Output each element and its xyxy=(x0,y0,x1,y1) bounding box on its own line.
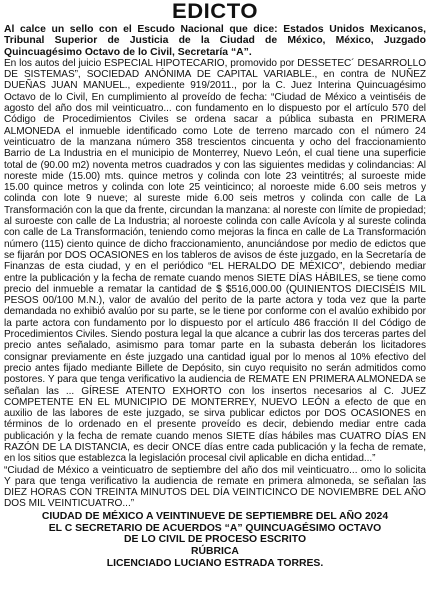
court-seal-paragraph: Al calce un sello con el Escudo Nacional que dice: Estados Unidos Mexicanos, Tribunal Superior de Justicia de la Ciudad de México, México, Juzgado Quincuagésimo Octavo de lo Civil, Secretaría “A”. xyxy=(4,24,426,58)
signature-date: CIUDAD DE MÉXICO A VEINTINUEVE DE SEPTIEMBRE DEL AÑO 2024 xyxy=(41,510,389,522)
signature-clerk-title: EL C SECRETARIO DE ACUERDOS “A” QUINCUAGÉSIMO OCTAVO xyxy=(48,522,382,534)
hearing-date-paragraph: “Ciudad de México a veinticuatro de septiembre del año dos mil veinticuatro... omo lo solicita Y para que tenga verificativo la audiencia de remate en primera almoneda, se señalan las DIEZ HORAS CON TREINTA MINUTOS DEL DÍA VEINTICINCO DE NOVIEMBRE DEL AÑO DOS MIL VEINTICUATRO...” xyxy=(4,464,426,510)
signature-rubrica: RÚBRICA xyxy=(191,546,239,558)
legal-notice xyxy=(4,1,426,596)
notice-title: EDICTO xyxy=(171,1,259,23)
signature-block xyxy=(4,511,426,570)
signature-name: LICENCIADO LUCIANO ESTRADA TORRES. xyxy=(106,557,324,569)
signature-court: DE LO CIVIL DE PROCESO ESCRITO xyxy=(123,534,307,546)
notice-body-paragraph: En los autos del juicio ESPECIAL HIPOTECARIO, promovido por DESSETEC´ DESARROLLO DE SISTEMAS”, SOCIEDAD ANÓNIMA DE CAPITAL VARIABLE., en contra de NUÑEZ DUEÑAS JUAN MANUEL., expediente 919/2011., por la C. Juez Interina Quincuagésimo Octavo de lo Civil, En cumplimiento al proveído de fecha: “Ciudad de México a veintiséis de agosto del año dos mil veinticuatro... con fundamento en lo dispuesto por el artículo 570 del Código de Procedimientos Civiles se ordena sacar a pública subasta en PRIMERA ALMONEDA el inmueble identificado como Lote de terreno marcado con el número 24 veinticuatro de la manzana número 358 trescientos cincuenta y ocho del fraccionamiento Barrio de La Industria en el municipio de Monterrey, Nuevo León, el cual tiene una superficie total de (90.00 m2) noventa metros cuadrados y con las siguientes medidas y colindancias: Al noreste mide (15.00) mts. quince metros y colinda con lote 23 veintitrés; al suroeste mide 15.00 quince metros y colinda con lote 25 veinticinco; al noroeste mide 6.00 seis metros y colinda con lote 9 nueve; al sureste mide 6.00 seis metros y colinda con calle de La Transformación con la que da frente, circundan la manzana: al noreste con límite de propiedad; al suroeste con calle de La Industria; al noroeste colinda con calle Avícola y al sureste colinda con calle de La Transformación, teniendo como mejoras la finca en calle de La Transformación número (115) ciento quince de dicho fraccionamiento, anunciándose por medio de edictos que se fijarán por DOS OCASIONES en los tableros de avisos de éste juzgado, en la Secretaría de Finanzas de esta ciudad, y en el periódico “EL HERALDO DE MÉXICO”, debiendo mediar entre la publicación y la fecha de remate cuando menos SIETE DÍAS HÁBILES, se tiene como precio del inmueble a rematar la cantidad de $ $516,000.00 (QUINIENTOS DIECISÉIS MIL PESOS 00/100 M.N.), valor de avalúo del perito de la parte actora y toda vez que la parte demandada no exhibió avalúo por su parte, se le tiene por conforme con el avalúo exhibido por la parte actora con fundamento por lo dispuesto por el artículo 486 fracción II del Código de Procedimientos Civiles. Siendo postura legal la que alcance a cubrir las dos terceras partes del precio antes señalado, asimismo para tomar parte en la subasta deberán los licitadores consignar previamente en éste juzgado una cantidad igual por lo menos al 10% efectivo del precio antes fijado mediante Billete de Depósito, sin cuyo requisito no serán admitidos como postores. Y para que tenga verificativo la audiencia de REMATE EN PRIMERA ALMONEDA se señalan las ... GÍRESE ATENTO EXHORTO con los insertos necesarios al C. JUEZ COMPETENTE EN EL MUNICIPIO DE MONTERREY, NUEVO LEÓN a efecto de que en auxilio de las labores de este juzgado, se sirva publicar edictos por DOS OCASIONES en términos de lo ordenado en el presente proveído es decir, debiendo mediar entre cada publicación y la fecha de remate cuando menos SIETE días hábiles mas CUATRO DÍAS EN RAZÓN DE LA DISTANCIA, es decir ONCE días entre cada publicación y la fecha de remate, en los sitios que establezca la legislación procesal civil aplicable en dicha entidad...” xyxy=(4,57,426,465)
